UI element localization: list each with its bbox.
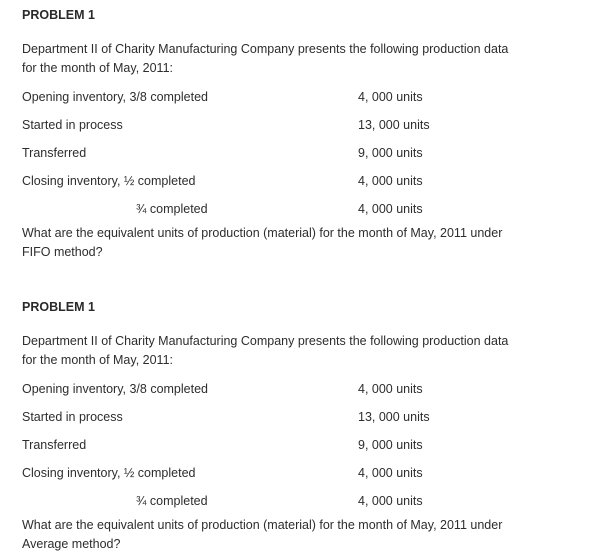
row-label: Opening inventory, 3/8 completed bbox=[22, 90, 208, 104]
problem-heading: PROBLEM 1 bbox=[22, 8, 95, 22]
row-value: 4, 000 units bbox=[358, 494, 423, 508]
row-label: ¾ completed bbox=[136, 494, 208, 508]
problem-question: What are the equivalent units of production (material) for the month of May, 2011 under FIFO method? bbox=[22, 226, 503, 259]
production-data-list bbox=[22, 380, 522, 520]
row-value: 4, 000 units bbox=[358, 90, 423, 104]
problem-section-average bbox=[22, 298, 522, 554]
row-value: 4, 000 units bbox=[358, 202, 423, 216]
problem-heading: PROBLEM 1 bbox=[22, 300, 95, 314]
data-row-transferred bbox=[22, 144, 522, 172]
row-label: Started in process bbox=[22, 118, 123, 132]
row-value: 4, 000 units bbox=[358, 174, 423, 188]
data-row-opening-inventory bbox=[22, 380, 522, 408]
problem-question: What are the equivalent units of production (material) for the month of May, 2011 under Average method? bbox=[22, 518, 503, 551]
data-row-closing-inventory-half bbox=[22, 464, 522, 492]
row-label: Closing inventory, ½ completed bbox=[22, 466, 196, 480]
row-label: ¾ completed bbox=[136, 202, 208, 216]
row-value: 9, 000 units bbox=[358, 438, 423, 452]
production-data-list bbox=[22, 88, 522, 228]
row-value: 4, 000 units bbox=[358, 466, 423, 480]
data-row-closing-inventory-half bbox=[22, 172, 522, 200]
row-label: Transferred bbox=[22, 146, 87, 160]
data-row-opening-inventory bbox=[22, 88, 522, 116]
row-value: 9, 000 units bbox=[358, 146, 423, 160]
row-value: 4, 000 units bbox=[358, 382, 423, 396]
row-label: Started in process bbox=[22, 410, 123, 424]
row-value: 13, 000 units bbox=[358, 410, 430, 424]
data-row-started-in-process bbox=[22, 408, 522, 436]
row-label: Transferred bbox=[22, 438, 87, 452]
row-label: Opening inventory, 3/8 completed bbox=[22, 382, 208, 396]
data-row-transferred bbox=[22, 436, 522, 464]
problem-intro: Department II of Charity Manufacturing Company presents the following production data for the month of May, 2011: bbox=[22, 42, 509, 75]
problem-section-fifo bbox=[22, 6, 522, 262]
data-row-closing-inventory-three-quarters bbox=[22, 200, 522, 228]
row-value: 13, 000 units bbox=[358, 118, 430, 132]
data-row-closing-inventory-three-quarters bbox=[22, 492, 522, 520]
problem-intro: Department II of Charity Manufacturing Company presents the following production data for the month of May, 2011: bbox=[22, 334, 509, 367]
row-label: Closing inventory, ½ completed bbox=[22, 174, 196, 188]
data-row-started-in-process bbox=[22, 116, 522, 144]
